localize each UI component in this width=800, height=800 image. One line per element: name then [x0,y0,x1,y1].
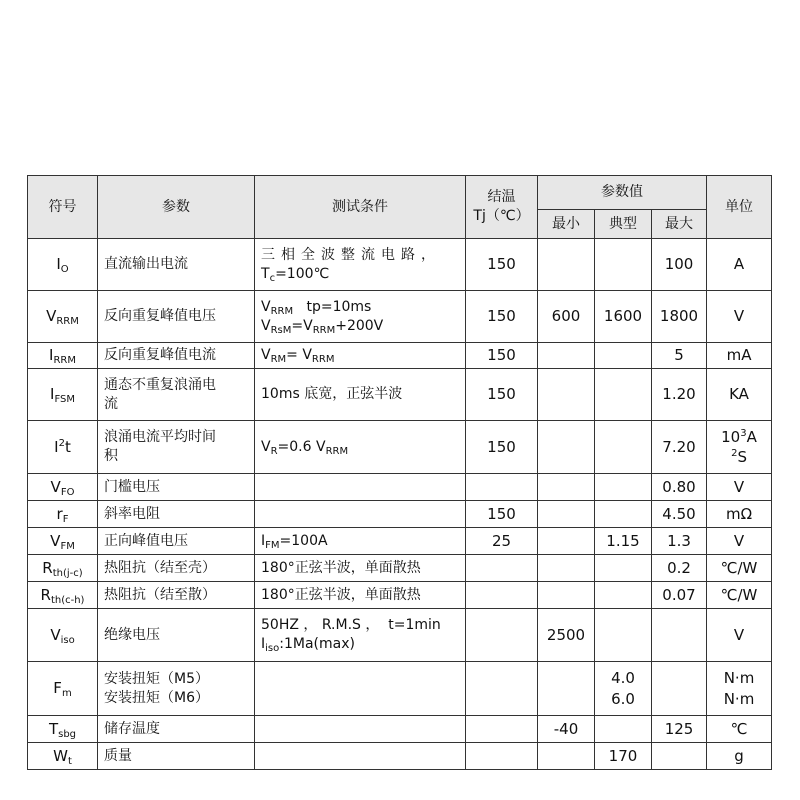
symbol-cell: $F_m$ [28,662,98,716]
typ-cell: 4.0 6.0 [595,662,652,716]
unit-cell: V [707,528,772,555]
tj-cell [466,662,538,716]
tj-cell: 150 [466,239,538,291]
condition-cell: 180°正弦半波，单面散热 [255,555,466,582]
tj-cell [466,555,538,582]
parameter-cell: 质量 [98,743,255,770]
table-row [28,421,772,474]
condition-cell: 180°正弦半波，单面散热 [255,582,466,609]
max-cell: 0.2 [652,555,707,582]
typ-cell [595,369,652,421]
symbol-cell: $V_{iso}$ [28,609,98,662]
max-cell: 4.50 [652,501,707,528]
tj-cell [466,582,538,609]
unit-cell: V [707,291,772,343]
header-min: 最小 [538,210,595,239]
spec-table [27,175,772,770]
max-cell: 0.07 [652,582,707,609]
tj-cell: 150 [466,369,538,421]
min-cell [538,555,595,582]
unit-cell: ℃/W [707,582,772,609]
condition-cell: $I_{FM}=100A$ [255,528,466,555]
max-cell [652,743,707,770]
min-cell [538,421,595,474]
min-cell: 600 [538,291,595,343]
symbol-cell: $I_{FSM}$ [28,369,98,421]
symbol-cell: $V_{FO}$ [28,474,98,501]
unit-cell: $10^3A$ $^2$S [707,421,772,474]
symbol-cell: $T_{sbg}$ [28,716,98,743]
parameter-cell: 通态不重复浪涌电 流 [98,369,255,421]
table-row [28,609,772,662]
condition-cell: 三相全波整流电路， $T_c=100℃$ [255,239,466,291]
table-row [28,501,772,528]
max-cell: 100 [652,239,707,291]
unit-cell: A [707,239,772,291]
condition-cell [255,474,466,501]
unit-cell: V [707,609,772,662]
header-tj-bottom: Tj（℃） [473,208,530,224]
min-cell [538,662,595,716]
max-cell: 7.20 [652,421,707,474]
parameter-cell: 反向重复峰值电压 [98,291,255,343]
min-cell [538,528,595,555]
tj-cell: 150 [466,421,538,474]
parameter-cell: 正向峰值电压 [98,528,255,555]
parameter-cell: 热阻抗（结至壳） [98,555,255,582]
unit-cell: V [707,474,772,501]
parameter-cell: 反向重复峰值电流 [98,343,255,369]
header-symbol: 符号 [28,176,98,239]
min-cell [538,582,595,609]
max-cell: 5 [652,343,707,369]
min-cell [538,474,595,501]
table-row [28,555,772,582]
tj-cell [466,716,538,743]
parameter-cell: 绝缘电压 [98,609,255,662]
condition-cell: 10ms 底宽，正弦半波 [255,369,466,421]
header-parameter: 参数 [98,176,255,239]
unit-cell: mΩ [707,501,772,528]
min-cell: 2500 [538,609,595,662]
condition-cell [255,716,466,743]
symbol-cell: $I_{RRM}$ [28,343,98,369]
table-row [28,743,772,770]
table-row [28,291,772,343]
tj-cell [466,474,538,501]
parameter-cell: 直流输出电流 [98,239,255,291]
parameter-cell: 热阻抗（结至散） [98,582,255,609]
typ-cell [595,474,652,501]
table-row [28,239,772,291]
parameter-cell: 安装扭矩（M5） 安装扭矩（M6） [98,662,255,716]
symbol-cell: $I_O$ [28,239,98,291]
parameter-cell: 门槛电压 [98,474,255,501]
min-cell [538,239,595,291]
typ-cell [595,501,652,528]
typ-cell: 1.15 [595,528,652,555]
max-cell: 0.80 [652,474,707,501]
max-cell [652,609,707,662]
table-row [28,369,772,421]
parameter-cell: 斜率电阻 [98,501,255,528]
parameter-cell: 浪涌电流平均时间 积 [98,421,255,474]
unit-cell: ℃/W [707,555,772,582]
header-condition: 测试条件 [255,176,466,239]
symbol-cell: $W_t$ [28,743,98,770]
typ-cell [595,343,652,369]
table-row [28,582,772,609]
table-row [28,716,772,743]
table-row [28,662,772,716]
condition-cell: $V_R=0.6$ $V_{RRM}$ [255,421,466,474]
typ-cell: 1600 [595,291,652,343]
condition-cell: $V_{RRM}$ tp=10ms $V_{RsM}=V_{RRM}+200V$ [255,291,466,343]
symbol-cell: $R_{th(j-c)}$ [28,555,98,582]
unit-cell: N·m N·m [707,662,772,716]
table-row [28,474,772,501]
unit-cell: mA [707,343,772,369]
table-row [28,343,772,369]
max-cell: 1.3 [652,528,707,555]
typ-cell [595,609,652,662]
typ-cell [595,582,652,609]
min-cell [538,369,595,421]
header-values: 参数值 [538,176,707,210]
max-cell: 125 [652,716,707,743]
max-cell [652,662,707,716]
condition-cell [255,662,466,716]
tj-cell: 150 [466,343,538,369]
min-cell [538,343,595,369]
symbol-cell: $V_{FM}$ [28,528,98,555]
tj-cell: 150 [466,291,538,343]
condition-cell: $V_{RM}= V_{RRM}$ [255,343,466,369]
header-unit: 单位 [707,176,772,239]
tj-cell [466,609,538,662]
table-row [28,528,772,555]
header-tj-top: 结温 [487,189,516,206]
min-cell: -40 [538,716,595,743]
condition-cell: 50HZ ， R.M.S ， t=1min $I_{iso}:1Ma(\max)$ [255,609,466,662]
typ-cell [595,555,652,582]
min-cell [538,501,595,528]
typ-cell [595,421,652,474]
symbol-cell: $r_F$ [28,501,98,528]
typ-cell: 170 [595,743,652,770]
typ-cell [595,239,652,291]
symbol-cell: $R_{th(c-h)}$ [28,582,98,609]
min-cell [538,743,595,770]
tj-cell: 150 [466,501,538,528]
max-cell: 1800 [652,291,707,343]
symbol-cell: $I^2t$ [28,421,98,474]
tj-cell [466,743,538,770]
tj-cell: 25 [466,528,538,555]
max-cell: 1.20 [652,369,707,421]
header-max: 最大 [652,210,707,239]
parameter-cell: 储存温度 [98,716,255,743]
symbol-cell: $V_{RRM}$ [28,291,98,343]
unit-cell: KA [707,369,772,421]
unit-cell: ℃ [707,716,772,743]
condition-cell [255,501,466,528]
typ-cell [595,716,652,743]
header-tj [466,176,538,239]
condition-cell [255,743,466,770]
unit-cell: g [707,743,772,770]
header-typ: 典型 [595,210,652,239]
